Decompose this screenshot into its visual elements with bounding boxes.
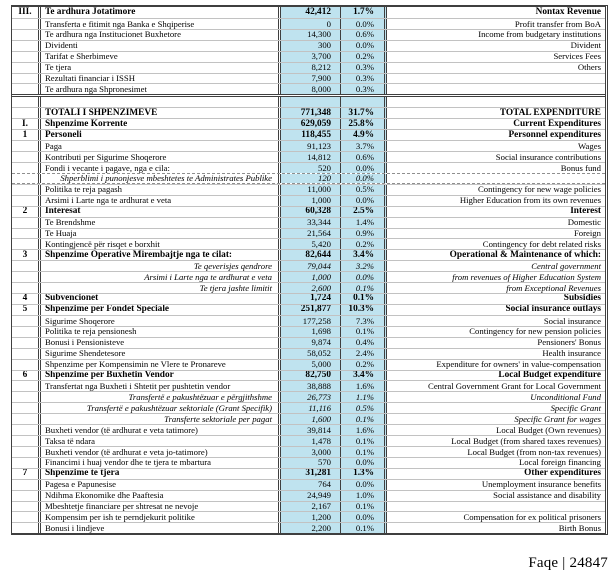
row-number-cell: [12, 349, 41, 359]
value-cell: 1,000: [281, 272, 341, 282]
row-number-cell: [12, 327, 41, 337]
value-cell: 82,644: [281, 250, 341, 260]
value-cell: [281, 97, 341, 107]
table-row: [12, 359, 605, 370]
label-english-cell: Services Fees: [553, 51, 601, 62]
label-english-cell: Social insurance: [543, 315, 601, 326]
label-albanian-cell: Arsimi i Larte nga te ardhurat e veta: [41, 272, 281, 282]
percent-cell: 0.0%: [341, 163, 387, 173]
value-cell: 14,300: [281, 30, 341, 40]
label-english-cell: [387, 74, 605, 84]
value-cell: 629,059: [281, 119, 341, 129]
label-english-cell: Contingency for new wage policies: [477, 184, 601, 195]
page-footer: [528, 555, 608, 572]
label-albanian-cell: Politika te reja pagash: [41, 185, 281, 195]
value-cell: 3,000: [281, 447, 341, 457]
label-albanian-cell: Subvencionet: [41, 294, 281, 304]
table-row: [12, 249, 605, 260]
table-row: [12, 260, 605, 271]
table-row: [12, 129, 605, 140]
label-english-cell: [387, 174, 605, 183]
table-row: [12, 151, 605, 162]
value-cell: 11,000: [281, 185, 341, 195]
value-cell: 33,344: [281, 218, 341, 228]
table-row: [12, 51, 605, 62]
row-number-cell: [12, 196, 41, 206]
percent-cell: 3.2%: [341, 261, 387, 271]
label-english-cell: from Exceptional Revenues: [506, 283, 601, 293]
value-cell: 1,000: [281, 196, 341, 206]
row-number-cell: [12, 174, 41, 183]
row-number-cell: [12, 502, 41, 512]
row-number-cell: 6: [12, 371, 41, 381]
label-english-cell: Bonus fund: [560, 162, 601, 173]
label-albanian-cell: Taksa të ndara: [41, 436, 281, 446]
table-row: [12, 337, 605, 348]
row-number-cell: 5: [12, 305, 41, 315]
percent-cell: 31.7%: [341, 108, 387, 118]
row-number-cell: [12, 272, 41, 282]
table-row: [12, 173, 605, 184]
table-row: [12, 511, 605, 522]
table-row: [12, 315, 605, 326]
row-number-cell: [12, 141, 41, 151]
table-row: [12, 271, 605, 282]
label-albanian-cell: Fondi i vecante i pagave, nga e cila:: [41, 163, 281, 173]
percent-cell: 0.1%: [341, 523, 387, 533]
table-row: [12, 7, 605, 18]
value-cell: 38,888: [281, 381, 341, 391]
label-albanian-cell: Shpenzime per Fondet Speciale: [41, 305, 281, 315]
label-albanian-cell: Transfertat nga Buxheti i Shtetit per pushtetin vendor: [41, 381, 281, 391]
label-albanian-cell: Transfertë e pakushtëzuar e përgjithshme: [41, 392, 281, 402]
label-english-cell: Local Budget expenditure: [498, 370, 601, 380]
row-number-cell: [12, 316, 41, 326]
label-albanian-cell: Buxheti vendor (të ardhurat e veta jo-tatimore): [41, 447, 281, 457]
table-row: [12, 380, 605, 391]
row-number-cell: [12, 163, 41, 173]
footer-page-number: 24847: [569, 555, 608, 571]
row-number-cell: [12, 414, 41, 424]
row-number-cell: [12, 381, 41, 391]
value-cell: 8,212: [281, 63, 341, 73]
label-albanian-cell: Tarifat e Sherbimeve: [41, 52, 281, 62]
label-albanian-cell: Te Huaja: [41, 229, 281, 239]
percent-cell: [341, 97, 387, 107]
table-row: [12, 348, 605, 359]
table-row: [12, 238, 605, 249]
table-row: [12, 413, 605, 424]
label-albanian-cell: Mbeshtetje financiare per shtresat ne nevoje: [41, 502, 281, 512]
label-albanian-cell: Transferte sektoriale per pagat: [41, 414, 281, 424]
percent-cell: 1.4%: [341, 218, 387, 228]
percent-cell: 2.4%: [341, 349, 387, 359]
label-english-cell: Specific Grant for wages: [514, 414, 601, 424]
percent-cell: 3.4%: [341, 250, 387, 260]
label-english-cell: Domestic: [567, 217, 601, 228]
label-albanian-cell: Financimi i huaj vendor dhe te tjera te mbartura: [41, 458, 281, 468]
label-albanian-cell: Te qeverisjes qendrore: [41, 261, 281, 271]
table-row: [12, 326, 605, 337]
row-number-cell: [12, 261, 41, 271]
label-english-cell: [387, 502, 605, 512]
label-albanian-cell: Shpenzime per Buxhetin Vendor: [41, 371, 281, 381]
label-english-cell: Profit transfer from BoA: [514, 18, 601, 29]
value-cell: 21,564: [281, 229, 341, 239]
label-albanian-cell: Arsimi i Larte nga te ardhurat e veta: [41, 196, 281, 206]
percent-cell: 0.0%: [341, 41, 387, 51]
label-albanian-cell: Dividenti: [41, 41, 281, 51]
label-english-cell: Others: [577, 62, 601, 73]
value-cell: 14,812: [281, 152, 341, 162]
label-english-cell: Social assistance and disability: [493, 490, 601, 501]
row-number-cell: [12, 19, 41, 29]
table-row: [12, 402, 605, 413]
label-english-cell: TOTAL EXPENDITURE: [499, 108, 601, 118]
value-cell: 91,123: [281, 141, 341, 151]
table-row: [12, 435, 605, 446]
table-row: [12, 490, 605, 501]
label-english-cell: Current Expenditures: [513, 119, 601, 129]
table-row: [12, 206, 605, 217]
label-english-cell: Local Budget (from non-tax revenues): [467, 446, 601, 457]
label-english-cell: Social insurance outlays: [505, 304, 601, 315]
percent-cell: 0.0%: [341, 19, 387, 29]
table-row: [12, 468, 605, 479]
row-number-cell: 1: [12, 130, 41, 140]
table-row: [12, 293, 605, 304]
value-cell: 1,478: [281, 436, 341, 446]
label-albanian-cell: Pagesa e Papunesise: [41, 480, 281, 490]
label-english-cell: Unconditional Fund: [530, 392, 601, 402]
budget-table: [11, 5, 608, 535]
row-number-cell: [12, 84, 41, 94]
label-english-cell: Central Government Grant for Local Government: [428, 381, 601, 392]
percent-cell: 0.5%: [341, 403, 387, 413]
percent-cell: 0.4%: [341, 338, 387, 348]
table-row: [12, 62, 605, 73]
label-albanian-cell: Shpenzime te tjera: [41, 469, 281, 479]
value-cell: 120: [281, 174, 341, 183]
label-english-cell: Interest: [570, 206, 601, 216]
label-english-cell: Operational & Maintenance of which:: [449, 250, 601, 260]
table-row: [12, 195, 605, 206]
value-cell: 2,200: [281, 523, 341, 533]
spacer-row: [12, 94, 605, 107]
label-albanian-cell: Sigurime Shendetesore: [41, 349, 281, 359]
label-english-cell: Compensation for ex political prisoners: [463, 512, 601, 523]
row-number-cell: [12, 52, 41, 62]
label-albanian-cell: Transfertë e pakushtëzuar sektoriale (Grant Specifik): [41, 403, 281, 413]
row-number-cell: [12, 152, 41, 162]
percent-cell: 4.9%: [341, 130, 387, 140]
label-albanian-cell: Te ardhura nga Institucionet Buxhetore: [41, 30, 281, 40]
label-albanian-cell: Paga: [41, 141, 281, 151]
percent-cell: 0.6%: [341, 30, 387, 40]
value-cell: 251,877: [281, 305, 341, 315]
percent-cell: 1.6%: [341, 425, 387, 435]
value-cell: 771,348: [281, 108, 341, 118]
label-albanian-cell: Interesat: [41, 207, 281, 217]
percent-cell: 1.6%: [341, 381, 387, 391]
table-row: [12, 107, 605, 118]
table-row: [12, 217, 605, 228]
percent-cell: 0.2%: [341, 52, 387, 62]
value-cell: 79,044: [281, 261, 341, 271]
label-albanian-cell: Shpenzime Operative Mirembajtje nga te cilat:: [41, 250, 281, 260]
row-number-cell: III.: [12, 7, 41, 18]
table-row: [12, 40, 605, 51]
label-english-cell: Expenditure for owners' in value-compensation: [436, 359, 601, 370]
label-english-cell: Health insurance: [542, 348, 601, 359]
percent-cell: 1.7%: [341, 7, 387, 18]
label-english-cell: [387, 84, 605, 94]
table-row: [12, 457, 605, 468]
row-number-cell: [12, 239, 41, 249]
row-number-cell: 7: [12, 469, 41, 479]
table-row: [12, 501, 605, 512]
row-number-cell: [12, 392, 41, 402]
row-number-cell: [12, 218, 41, 228]
label-english-cell: Contingency for debt related risks: [482, 239, 601, 250]
label-english-cell: from revenues of Higher Education System: [452, 272, 601, 282]
label-albanian-cell: Kontingjencë për risqet e borxhit: [41, 239, 281, 249]
row-number-cell: [12, 63, 41, 73]
value-cell: 11,116: [281, 403, 341, 413]
percent-cell: 0.0%: [341, 458, 387, 468]
table-row: [12, 73, 605, 84]
value-cell: 570: [281, 458, 341, 468]
label-albanian-cell: Politika te reja pensionesh: [41, 327, 281, 337]
percent-cell: 0.0%: [341, 480, 387, 490]
percent-cell: 0.3%: [341, 84, 387, 94]
table-row: [12, 522, 605, 533]
percent-cell: 2.5%: [341, 207, 387, 217]
row-number-cell: 4: [12, 294, 41, 304]
percent-cell: 0.3%: [341, 63, 387, 73]
label-albanian-cell: Te tjera jashte limitit: [41, 283, 281, 293]
row-number-cell: [12, 512, 41, 522]
label-english-cell: Social insurance contributions: [495, 152, 601, 162]
percent-cell: 0.1%: [341, 436, 387, 446]
label-albanian-cell: TOTALI I SHPENZIMEVE: [41, 108, 281, 118]
label-english-cell: Foreign: [573, 228, 601, 239]
value-cell: 2,600: [281, 283, 341, 293]
label-english-cell: Central government: [531, 261, 601, 271]
label-english-cell: Pensioners' Bonus: [537, 337, 601, 348]
value-cell: 7,900: [281, 74, 341, 84]
percent-cell: 0.5%: [341, 185, 387, 195]
value-cell: 8,000: [281, 84, 341, 94]
percent-cell: 0.0%: [341, 272, 387, 282]
row-number-cell: [12, 360, 41, 370]
percent-cell: 7.3%: [341, 316, 387, 326]
value-cell: 177,258: [281, 316, 341, 326]
row-number-cell: [12, 403, 41, 413]
label-english-cell: Other expenditures: [524, 468, 601, 479]
label-albanian-cell: Shpenzime per Kompensimin ne Vlere te Pronareve: [41, 360, 281, 370]
percent-cell: 0.0%: [341, 196, 387, 206]
row-number-cell: [12, 523, 41, 533]
table-row: [12, 83, 605, 94]
percent-cell: 0.0%: [341, 174, 387, 183]
row-number-cell: [12, 108, 41, 118]
value-cell: 39,814: [281, 425, 341, 435]
row-number-cell: 2: [12, 207, 41, 217]
percent-cell: 25.8%: [341, 119, 387, 129]
label-albanian-cell: Rezultati financiar i ISSH: [41, 74, 281, 84]
value-cell: 118,455: [281, 130, 341, 140]
table-row: [12, 18, 605, 29]
row-number-cell: [12, 436, 41, 446]
percent-cell: 0.2%: [341, 239, 387, 249]
label-albanian-cell: Kontributi per Sigurime Shoqerore: [41, 152, 281, 162]
label-english-cell: Subsidies: [563, 294, 601, 304]
percent-cell: 3.4%: [341, 371, 387, 381]
percent-cell: 0.1%: [341, 294, 387, 304]
percent-cell: 1.0%: [341, 491, 387, 501]
label-english-cell: Wages: [578, 141, 601, 151]
label-albanian-cell: Shpenzime Korrente: [41, 119, 281, 129]
value-cell: 82,750: [281, 371, 341, 381]
value-cell: 2,167: [281, 502, 341, 512]
value-cell: 5,000: [281, 360, 341, 370]
table-row: [12, 140, 605, 151]
table-row: [12, 391, 605, 402]
table-row: [12, 228, 605, 239]
row-number-cell: [12, 447, 41, 457]
value-cell: 9,874: [281, 338, 341, 348]
table-row: [12, 282, 605, 293]
label-english-cell: Unemployment insurance benefits: [481, 479, 601, 490]
table-row: [12, 479, 605, 490]
label-albanian-cell: Shperblimi i punonjesve mbeshtetes te Administrates Publike: [41, 174, 281, 183]
label-albanian-cell: Sigurime Shoqerore: [41, 316, 281, 326]
label-english-cell: Contingency for new pension policies: [469, 326, 601, 337]
value-cell: 764: [281, 480, 341, 490]
label-english-cell: Specific Grant: [550, 403, 601, 413]
row-number-cell: [12, 338, 41, 348]
label-albanian-cell: [41, 97, 281, 107]
value-cell: 520: [281, 163, 341, 173]
label-albanian-cell: Personeli: [41, 130, 281, 140]
value-cell: 300: [281, 41, 341, 51]
row-number-cell: [12, 458, 41, 468]
footer-separator: |: [562, 555, 566, 571]
table-row: [12, 446, 605, 457]
value-cell: 5,420: [281, 239, 341, 249]
label-english-cell: Nontax Revenue: [535, 7, 601, 17]
percent-cell: 0.2%: [341, 360, 387, 370]
label-albanian-cell: Te tjera: [41, 63, 281, 73]
table-row: [12, 29, 605, 40]
percent-cell: 0.6%: [341, 152, 387, 162]
percent-cell: 0.0%: [341, 512, 387, 522]
row-number-cell: [12, 74, 41, 84]
row-number-cell: [12, 491, 41, 501]
value-cell: 31,281: [281, 469, 341, 479]
percent-cell: 0.1%: [341, 283, 387, 293]
percent-cell: 0.1%: [341, 502, 387, 512]
label-english-cell: Local Budget (from shared taxes revenues): [451, 436, 601, 446]
row-number-cell: 3: [12, 250, 41, 260]
percent-cell: 1.3%: [341, 469, 387, 479]
label-english-cell: Divident: [570, 40, 601, 51]
label-albanian-cell: Kompensim per ish te perndjekurit politike: [41, 512, 281, 522]
label-english-cell: Income from budgetary institutions: [478, 29, 601, 40]
value-cell: 1,724: [281, 294, 341, 304]
label-albanian-cell: Transferta e fitimit nga Banka e Shqiperise: [41, 19, 281, 29]
percent-cell: 0.3%: [341, 74, 387, 84]
percent-cell: 1.1%: [341, 392, 387, 402]
table-row: [12, 162, 605, 173]
label-english-cell: [387, 97, 605, 107]
row-number-cell: [12, 425, 41, 435]
label-albanian-cell: Buxheti vendor (të ardhurat e veta tatimore): [41, 425, 281, 435]
value-cell: 3,700: [281, 52, 341, 62]
percent-cell: 0.1%: [341, 414, 387, 424]
label-albanian-cell: Bonusi i lindjeve: [41, 523, 281, 533]
label-english-cell: Local foreign financing: [518, 457, 601, 468]
row-number-cell: I.: [12, 119, 41, 129]
percent-cell: 3.7%: [341, 141, 387, 151]
row-number-cell: [12, 283, 41, 293]
value-cell: 1,200: [281, 512, 341, 522]
value-cell: 26,773: [281, 392, 341, 402]
value-cell: 1,600: [281, 414, 341, 424]
percent-cell: 0.1%: [341, 447, 387, 457]
value-cell: 42,412: [281, 7, 341, 18]
table-row: [12, 118, 605, 129]
row-number-cell: [12, 229, 41, 239]
value-cell: 60,328: [281, 207, 341, 217]
row-number-cell: [12, 185, 41, 195]
row-number-cell: [12, 480, 41, 490]
label-english-cell: Personnel expenditures: [508, 130, 601, 140]
percent-cell: 0.9%: [341, 229, 387, 239]
table-row: [12, 424, 605, 435]
row-number-cell: [12, 41, 41, 51]
table-row: [12, 304, 605, 315]
row-number-cell: [12, 97, 41, 107]
label-english-cell: Birth Bonus: [558, 523, 601, 534]
label-english-cell: Local Budget (Own revenues): [496, 425, 601, 435]
row-number-cell: [12, 30, 41, 40]
value-cell: 0: [281, 19, 341, 29]
label-albanian-cell: Ndihma Ekonomike dhe Paaftesia: [41, 491, 281, 501]
label-english-cell: Higher Education from its own revenues: [459, 195, 601, 206]
table-row: [12, 370, 605, 381]
label-albanian-cell: Te ardhura nga Shpronesimet: [41, 84, 281, 94]
table-row: [12, 184, 605, 195]
label-albanian-cell: Te ardhura Jotatimore: [41, 7, 281, 18]
value-cell: 24,949: [281, 491, 341, 501]
label-albanian-cell: Te Brendshme: [41, 218, 281, 228]
percent-cell: 0.1%: [341, 327, 387, 337]
label-albanian-cell: Bonusi i Pensionisteve: [41, 338, 281, 348]
value-cell: 58,052: [281, 349, 341, 359]
footer-label: Faqe: [528, 555, 559, 571]
value-cell: 1,698: [281, 327, 341, 337]
percent-cell: 10.3%: [341, 305, 387, 315]
